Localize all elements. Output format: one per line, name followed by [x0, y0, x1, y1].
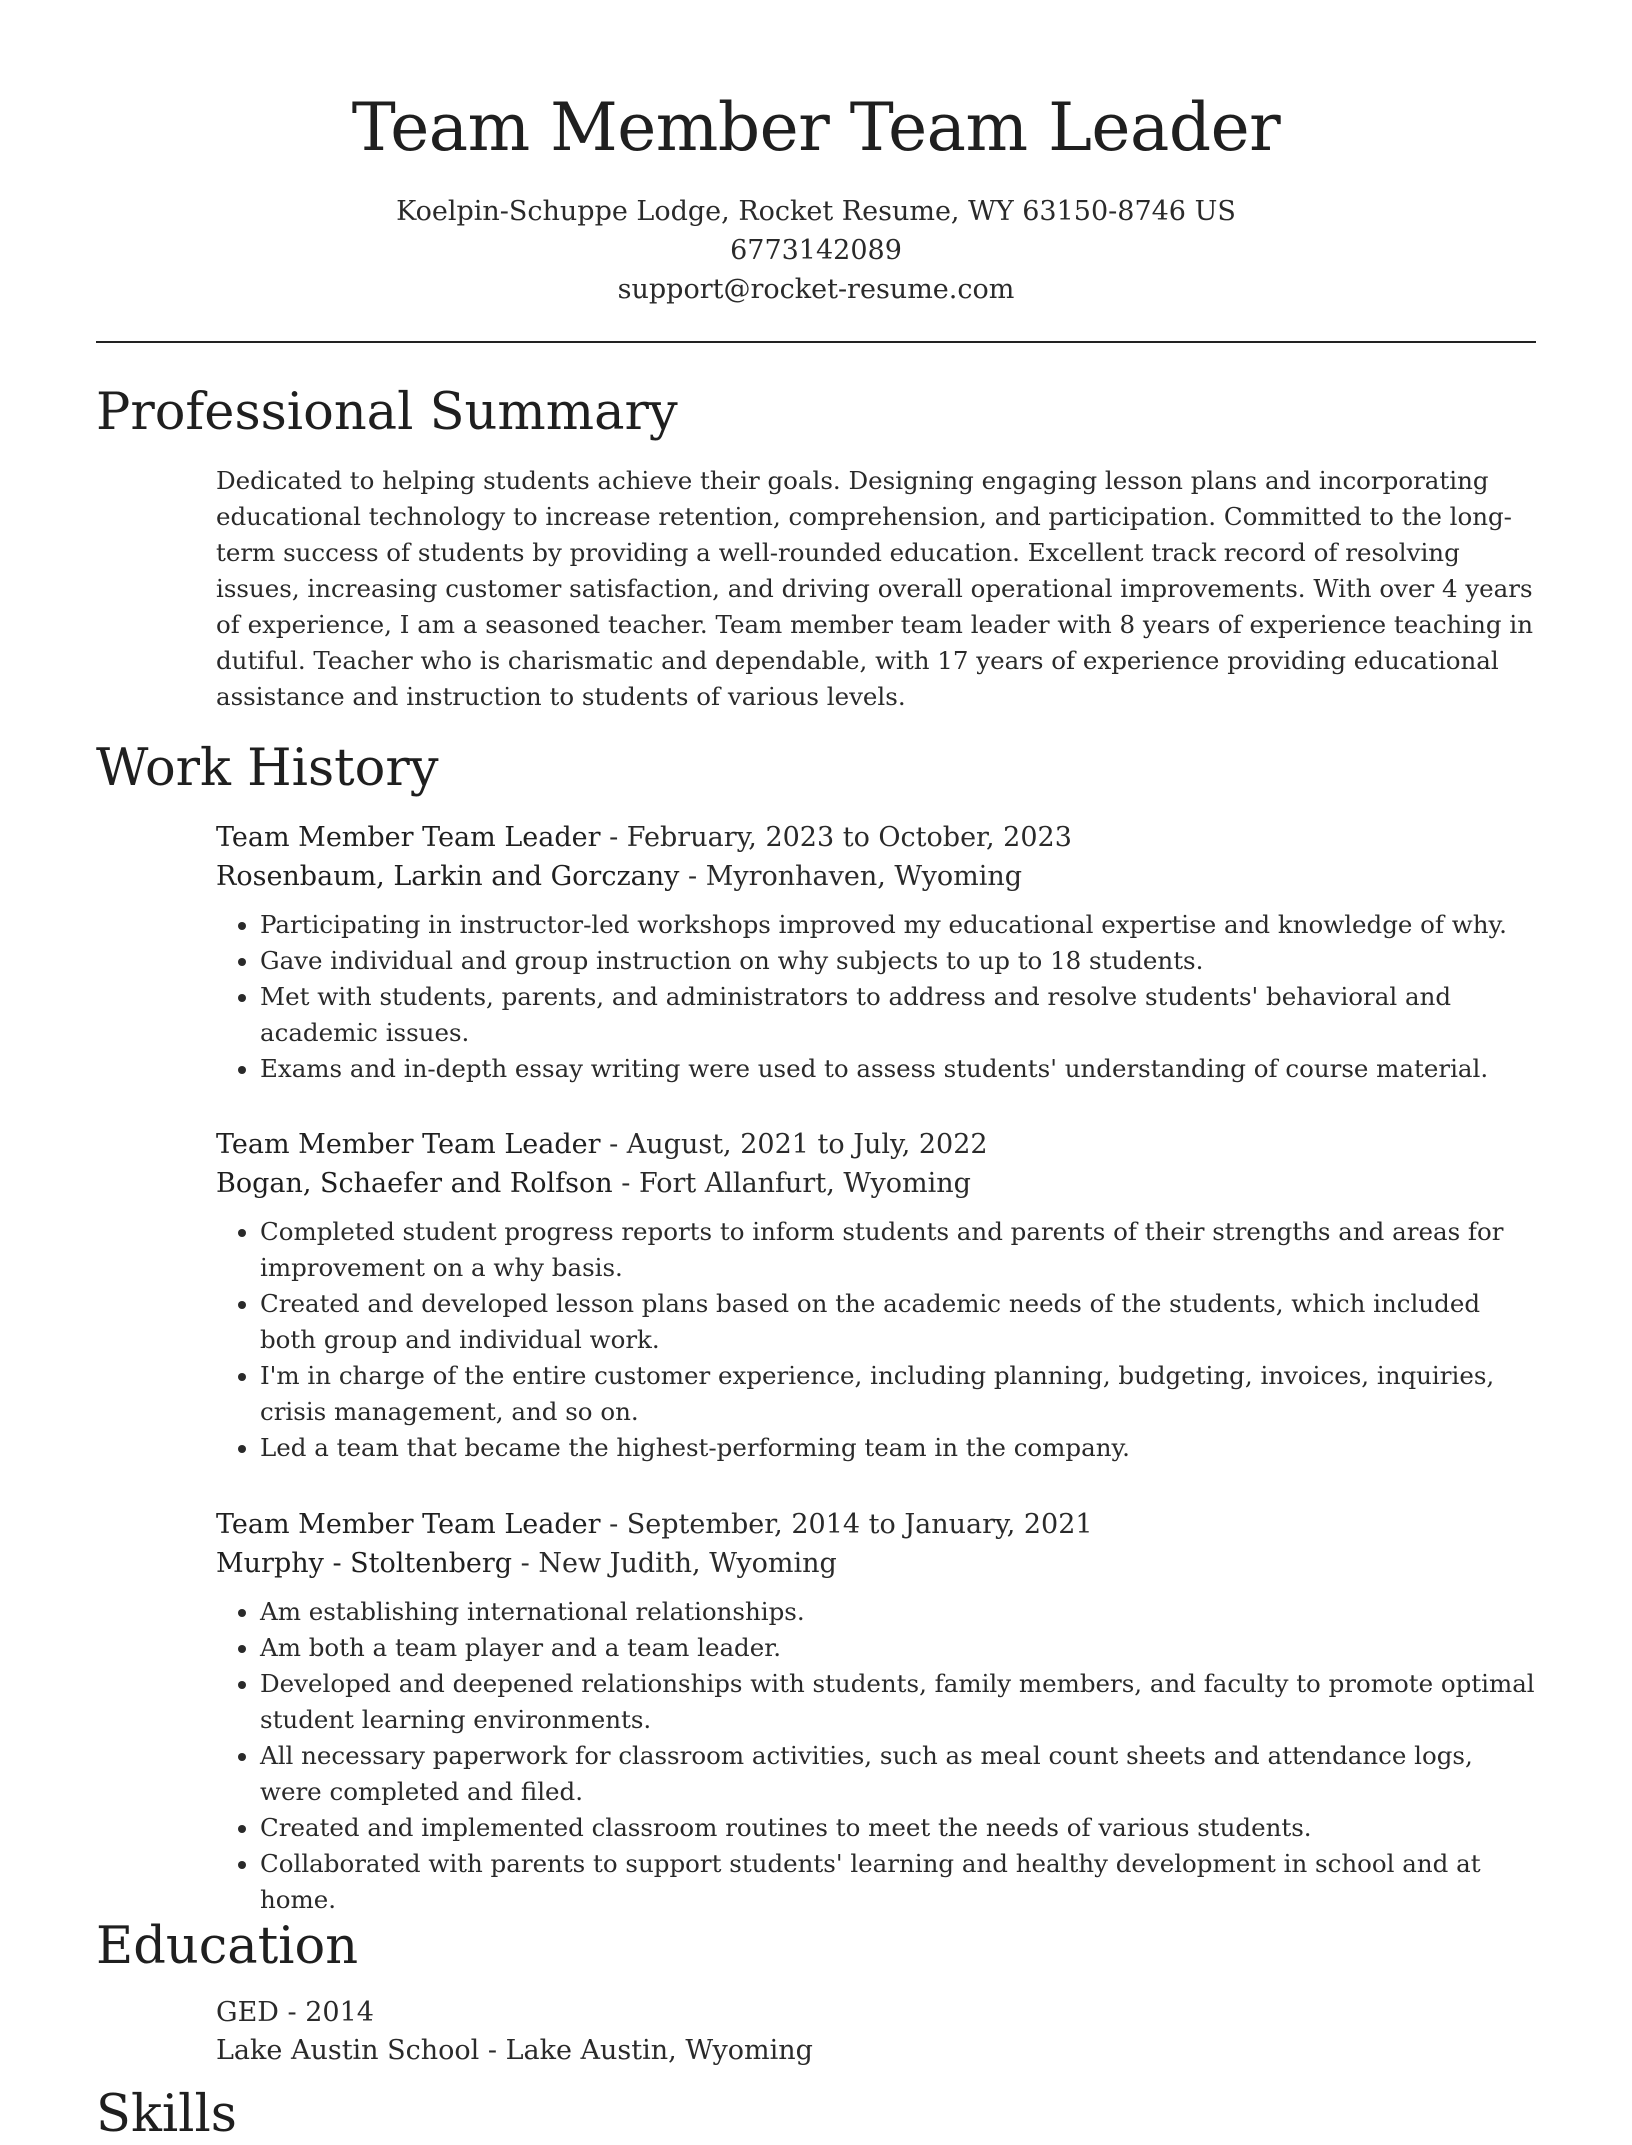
job-title-line	[216, 818, 1536, 857]
job-bullets	[216, 1214, 1536, 1466]
job-bullets	[216, 907, 1536, 1087]
education-entry	[216, 1994, 1536, 2070]
job-company: Murphy - Stoltenberg	[216, 1548, 513, 1579]
job-entry-2	[216, 1125, 1536, 1466]
skills-heading: Skills	[96, 2085, 237, 2144]
job-role: Team Member Team Leader	[216, 1509, 601, 1540]
list-item: • Developed and deepened relationships with students, family members, and faculty to promote optimal student learning environments.	[260, 1666, 1536, 1738]
job-company: Bogan, Schaefer and Rolfson	[216, 1168, 613, 1199]
education-degree-line	[216, 1994, 1536, 2032]
education-degree: GED	[216, 1997, 279, 2028]
header-divider	[96, 341, 1536, 343]
job-location: - Myronhaven, Wyoming	[679, 861, 1023, 892]
address-text: Koelpin-Schuppe Lodge, Rocket Resume, WY 63150-8746 US	[396, 196, 1236, 227]
list-item: • Collaborated with parents to support students' learning and healthy development in school and at home.	[260, 1846, 1536, 1918]
education-school: Lake Austin School	[216, 2035, 480, 2066]
job-dates: - August, 2021 to July, 2022	[600, 1129, 988, 1160]
list-item: • Created and developed lesson plans based on the academic needs of the students, which included both group and individual work.	[260, 1286, 1536, 1358]
job-location: - Fort Allanfurt, Wyoming	[612, 1168, 971, 1199]
summary-text: Dedicated to helping students achieve their goals. Designing engaging lesson plans and incorporating educational technology to increase retention, comprehension, and participation. Committed to the long-term success of students by providing a well-rounded education. Excellent track record of resolving issues, increasing customer satisfaction, and driving overall operational improvements. With over 4 years of experience, I am a seasoned teacher. Team member team leader with 8 years of experience teaching in dutiful. Teacher who is charismatic and dependable, with 17 years of experience providing educational assistance and instruction to students of various levels.	[216, 466, 1534, 711]
job-company: Rosenbaum, Larkin and Gorczany	[216, 861, 680, 892]
candidate-name: Team Member Team Leader	[351, 89, 1281, 166]
education-year: - 2014	[278, 1997, 374, 2028]
education-heading: Education	[96, 1917, 359, 1976]
list-item: • I'm in charge of the entire customer experience, including planning, budgeting, invoices, inquiries, crisis management, and so on.	[260, 1358, 1536, 1430]
education-school-line	[216, 2032, 1536, 2070]
list-item: • Am both a team player and a team leader.	[260, 1630, 1536, 1666]
list-item: • Gave individual and group instruction on why subjects to up to 18 students.	[260, 943, 1536, 979]
contact-block	[0, 192, 1632, 309]
job-location: - New Judith, Wyoming	[512, 1548, 837, 1579]
list-item: • Led a team that became the highest-performing team in the company.	[260, 1430, 1536, 1466]
education-location: - Lake Austin, Wyoming	[479, 2035, 813, 2066]
list-item: • Am establishing international relationships.	[260, 1594, 1536, 1630]
job-title-line	[216, 1505, 1536, 1544]
job-role: Team Member Team Leader	[216, 1129, 601, 1160]
list-item: • Met with students, parents, and administrators to address and resolve students' behavioral and academic issues.	[260, 979, 1536, 1051]
job-title-line	[216, 1125, 1536, 1164]
work-history-heading: Work History	[96, 739, 439, 798]
phone-text: 6773142089	[730, 235, 902, 266]
list-item: • All necessary paperwork for classroom activities, such as meal count sheets and attendance logs, were completed and filed.	[260, 1738, 1536, 1810]
job-dates: - February, 2023 to October, 2023	[600, 822, 1072, 853]
summary-section	[216, 463, 1536, 715]
summary-heading: Professional Summary	[96, 383, 678, 442]
list-item: • Exams and in-depth essay writing were used to assess students' understanding of course material.	[260, 1051, 1536, 1087]
job-company-line	[216, 857, 1536, 896]
list-item: • Created and implemented classroom routines to meet the needs of various students.	[260, 1810, 1536, 1846]
job-role: Team Member Team Leader	[216, 822, 601, 853]
list-item: • Completed student progress reports to inform students and parents of their strengths and areas for improvement on a why basis.	[260, 1214, 1536, 1286]
job-company-line	[216, 1544, 1536, 1583]
list-item: • Participating in instructor-led workshops improved my educational expertise and knowledge of why.	[260, 907, 1536, 943]
resume-header	[0, 0, 1632, 309]
job-entry-3	[216, 1505, 1536, 1918]
job-bullets	[216, 1594, 1536, 1918]
job-entry-1	[216, 818, 1536, 1087]
job-dates: - September, 2014 to January, 2021	[600, 1509, 1093, 1540]
job-company-line	[216, 1164, 1536, 1203]
email-text: support@rocket-resume.com	[617, 274, 1015, 305]
